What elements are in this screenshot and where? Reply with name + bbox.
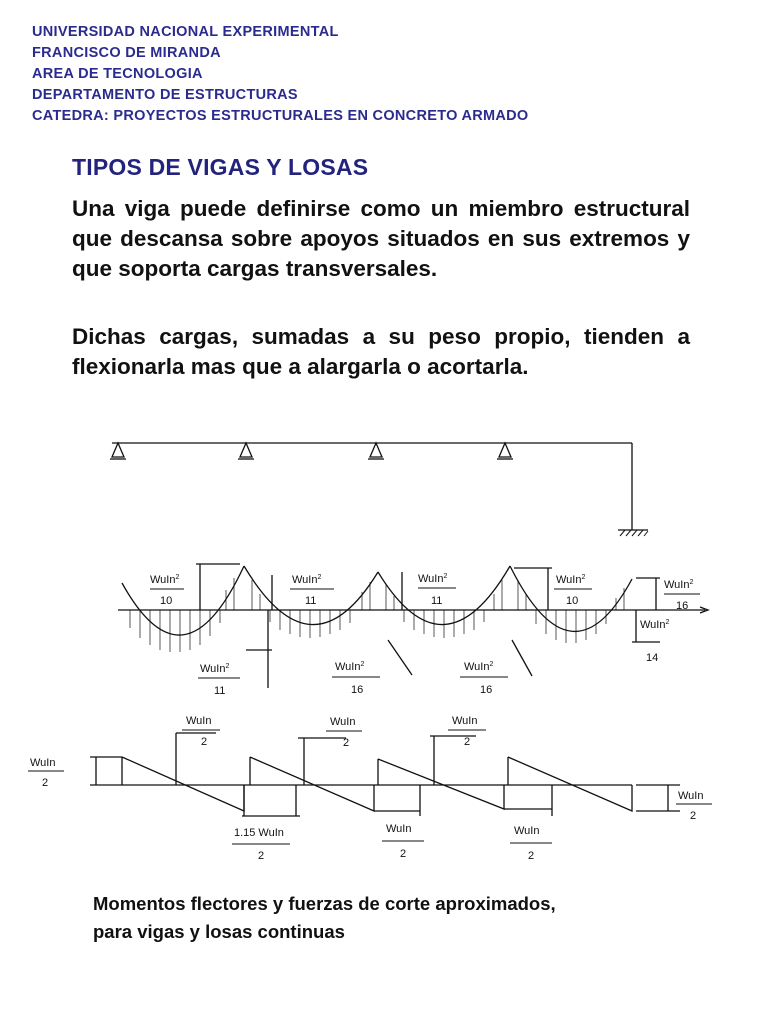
support-icon bbox=[240, 443, 252, 457]
shear-diagram bbox=[508, 757, 632, 811]
svg-text:WuIn: WuIn bbox=[330, 716, 356, 728]
svg-text:16: 16 bbox=[480, 684, 493, 696]
svg-text:2: 2 bbox=[400, 848, 407, 860]
svg-text:2: 2 bbox=[464, 736, 471, 748]
shear-label bbox=[28, 757, 64, 789]
svg-text:WuIn: WuIn bbox=[514, 825, 540, 837]
svg-text:2: 2 bbox=[201, 736, 208, 748]
moment-hatch bbox=[130, 578, 624, 652]
svg-text:WuIn2: WuIn$^2$ bbox=[335, 661, 365, 673]
svg-text:11: 11 bbox=[305, 595, 317, 607]
svg-text:WuIn: WuIn bbox=[186, 715, 212, 727]
svg-text:WuIn2: WuIn$^2$ bbox=[640, 619, 670, 631]
shear-label bbox=[448, 715, 486, 748]
shear-diagram bbox=[378, 759, 504, 809]
svg-text:2: 2 bbox=[690, 810, 697, 822]
fixed-base-hatch bbox=[620, 530, 648, 536]
svg-text:2: 2 bbox=[42, 777, 49, 789]
svg-text:WuIn2: WuIn$^2$ bbox=[556, 574, 586, 586]
moment-label bbox=[664, 579, 700, 612]
svg-text:WuIn: WuIn bbox=[452, 715, 478, 727]
svg-text:16: 16 bbox=[676, 600, 689, 612]
moment-label bbox=[418, 573, 456, 607]
svg-text:2: 2 bbox=[528, 850, 535, 862]
svg-text:16: 16 bbox=[351, 684, 364, 696]
header-department: DEPARTAMENTO DE ESTRUCTURAS bbox=[32, 87, 298, 103]
svg-text:WuIn2: WuIn$^2$ bbox=[664, 579, 694, 591]
shear-label bbox=[182, 715, 220, 748]
header-area: AREA DE TECNOLOGIA bbox=[32, 66, 203, 82]
header-university: UNIVERSIDAD NACIONAL EXPERIMENTAL bbox=[32, 24, 339, 40]
svg-text:WuIn2: WuIn$^2$ bbox=[292, 574, 322, 586]
svg-text:10: 10 bbox=[566, 595, 579, 607]
figure-caption bbox=[93, 890, 713, 946]
shear-label bbox=[326, 716, 362, 749]
moment-label bbox=[332, 661, 380, 696]
support-icon bbox=[112, 443, 124, 457]
moment-label bbox=[290, 574, 334, 607]
svg-text:14: 14 bbox=[646, 652, 659, 664]
support-icon bbox=[370, 443, 382, 457]
svg-text:WuIn2: WuIn$^2$ bbox=[464, 661, 494, 673]
shear-label bbox=[382, 823, 424, 860]
shear-label bbox=[510, 825, 552, 862]
caption-line-2: para vigas y losas continuas bbox=[93, 921, 345, 942]
moment-label bbox=[460, 661, 508, 696]
paragraph-loads: Dichas cargas, sumadas a su peso propio, tienden a flexionarla mas que a alargarla o acortarla. bbox=[72, 324, 690, 379]
svg-text:WuIn2: WuIn$^2$ bbox=[418, 573, 448, 585]
svg-text:WuIn: WuIn bbox=[30, 757, 56, 769]
svg-text:1.15WuIn: 1.15 WuIn bbox=[234, 827, 284, 839]
page-title: TIPOS DE VIGAS Y LOSAS bbox=[72, 154, 369, 180]
svg-text:WuIn2: WuIn$^2$ bbox=[150, 574, 180, 586]
support-icon bbox=[499, 443, 511, 457]
shear-label bbox=[676, 790, 712, 822]
svg-text:10: 10 bbox=[160, 595, 173, 607]
shear-diagram bbox=[250, 757, 374, 811]
svg-text:2: 2 bbox=[258, 850, 265, 862]
moment-label bbox=[554, 574, 592, 607]
shear-diagram bbox=[122, 757, 244, 811]
moment-label bbox=[150, 574, 184, 607]
svg-text:2: 2 bbox=[343, 737, 350, 749]
header-course: CATEDRA: PROYECTOS ESTRUCTURALES EN CONCRETO ARMADO bbox=[32, 108, 529, 124]
shear-label bbox=[232, 827, 290, 862]
caption-line-1: Momentos flectores y fuerzas de corte aproximados, bbox=[93, 893, 556, 914]
svg-text:WuIn: WuIn bbox=[678, 790, 704, 802]
svg-text:11: 11 bbox=[214, 685, 226, 697]
svg-text:WuIn2: WuIn$^2$ bbox=[200, 663, 230, 675]
paragraph-definition: Una viga puede definirse como un miembro estructural que descansa sobre apoyos situados en sus extremos y que soporta cargas transversales. bbox=[72, 196, 690, 281]
header-university-name: FRANCISCO DE MIRANDA bbox=[32, 45, 221, 61]
svg-text:WuIn: WuIn bbox=[386, 823, 412, 835]
moment-label bbox=[198, 663, 240, 697]
svg-text:11: 11 bbox=[431, 595, 443, 607]
